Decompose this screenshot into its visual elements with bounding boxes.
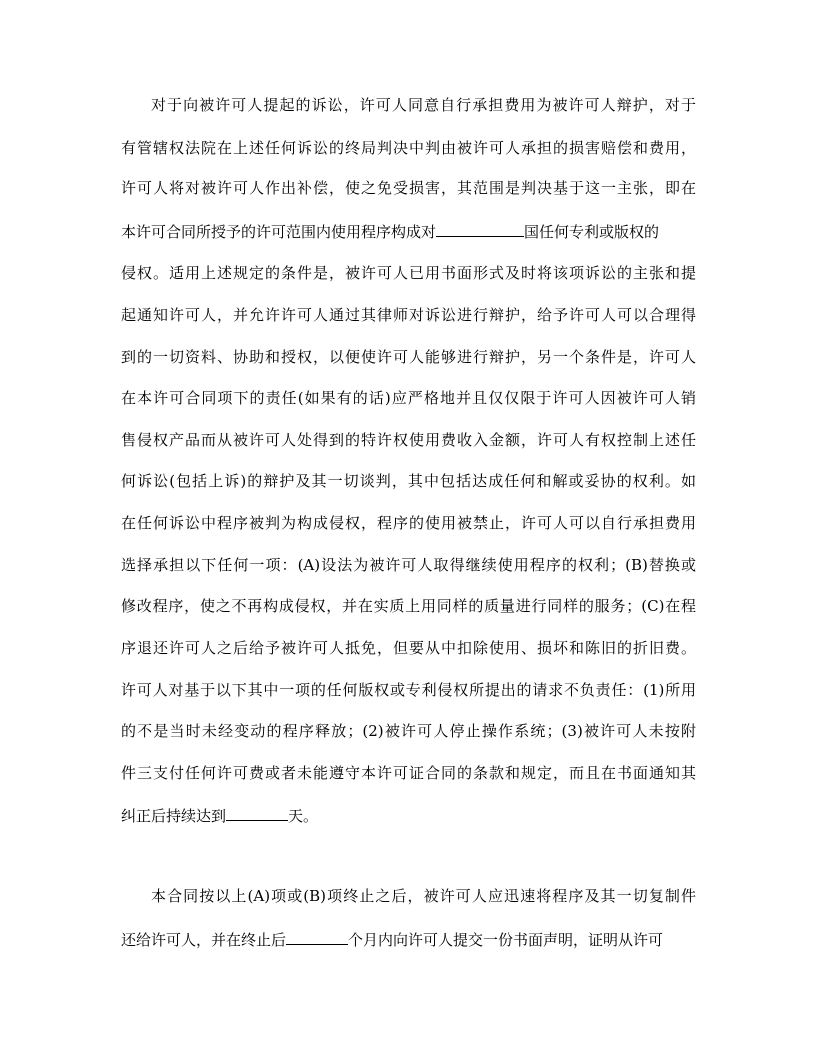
paragraph-2-line-1: 本合同按以上(A)项或(B)项终止之后，被许可人应迅速将程序及其一切复制件 bbox=[151, 887, 696, 905]
paragraph-1-line-12: 选择承担以下任何一项：(A)设法为被许可人取得继续使用程序的权利；(B)替换或 bbox=[121, 556, 696, 574]
paragraph-1-line-5: 侵权。适用上述规定的条件是，被许可人已用书面形式及时将该项诉讼的主张和提 bbox=[121, 264, 696, 282]
paragraph-1-line-11: 在任何诉讼中程序被判为构成侵权，程序的使用被禁止，许可人可以自行承担费用 bbox=[121, 514, 696, 532]
paragraph-1-line-18 bbox=[121, 803, 696, 827]
paragraph-1-line-14: 序退还许可人之后给予被许可人抵免，但要从中扣除使用、损坏和陈旧的折旧费。 bbox=[121, 639, 696, 657]
country-blank[interactable] bbox=[436, 219, 524, 237]
p2-line-2-text-before-blank: 还给许可人，并在终止后 bbox=[121, 931, 287, 949]
months-blank[interactable] bbox=[286, 927, 348, 945]
paragraph-1-line-8: 在本许可合同项下的责任(如果有的话)应严格地并且仅仅限于许可人因被许可人销 bbox=[121, 389, 696, 407]
paragraph-1-line-10: 何诉讼(包括上诉)的辩护及其一切谈判，其中包括达成任何和解或妥协的权利。如 bbox=[121, 472, 696, 490]
paragraph-1-line-15: 许可人对基于以下其中一项的任何版权或专利侵权所提出的请求不负责任：(1)所用 bbox=[121, 681, 696, 699]
line-4-text-before-blank: 本许可合同所授予的许可范围内使用程序构成对 bbox=[121, 223, 437, 241]
paragraph-1-line-7: 到的一切资料、协助和授权，以便使许可人能够进行辩护，另一个条件是，许可人 bbox=[121, 348, 696, 366]
paragraph-1-line-4 bbox=[121, 219, 696, 243]
paragraph-1-line-17: 件三支付任何许可费或者未能遵守本许可证合同的条款和规定，而且在书面通知其 bbox=[121, 764, 696, 782]
p2-line-2-text-after-blank: 个月内向许可人提交一份书面声明，证明从许可 bbox=[348, 931, 664, 949]
paragraph-1-line-1: 对于向被许可人提起的诉讼，许可人同意自行承担费用为被许可人辩护，对于 bbox=[151, 96, 696, 114]
paragraph-1-line-3: 许可人将对被许可人作出补偿，使之免受损害，其范围是判决基于这一主张，即在 bbox=[121, 179, 696, 197]
paragraph-1-line-16: 的不是当时未经变动的程序释放；(2)被许可人停止操作系统；(3)被许可人未按附 bbox=[121, 722, 696, 740]
paragraph-1-line-6: 起通知许可人，并允许许可人通过其律师对诉讼进行辩护，给予许可人可以合理得 bbox=[121, 306, 696, 324]
paragraph-1-line-2: 有管辖权法院在上述任何诉讼的终局判决中判由被许可人承担的损害赔偿和费用， bbox=[121, 139, 696, 157]
paragraph-1-line-9: 售侵权产品而从被许可人处得到的特许权使用费收入金额，许可人有权控制上述任 bbox=[121, 431, 696, 449]
line-4-text-after-blank: 国任何专利或版权的 bbox=[524, 223, 660, 241]
line-18-text-before-blank: 纠正后持续达到 bbox=[121, 807, 227, 825]
line-18-text-after-blank: 天。 bbox=[288, 807, 319, 825]
days-blank[interactable] bbox=[226, 803, 288, 821]
paragraph-2-line-2 bbox=[121, 927, 696, 951]
paragraph-1-line-13: 修改程序，使之不再构成侵权，并在实质上用同样的质量进行同样的服务；(C)在程 bbox=[121, 597, 696, 615]
